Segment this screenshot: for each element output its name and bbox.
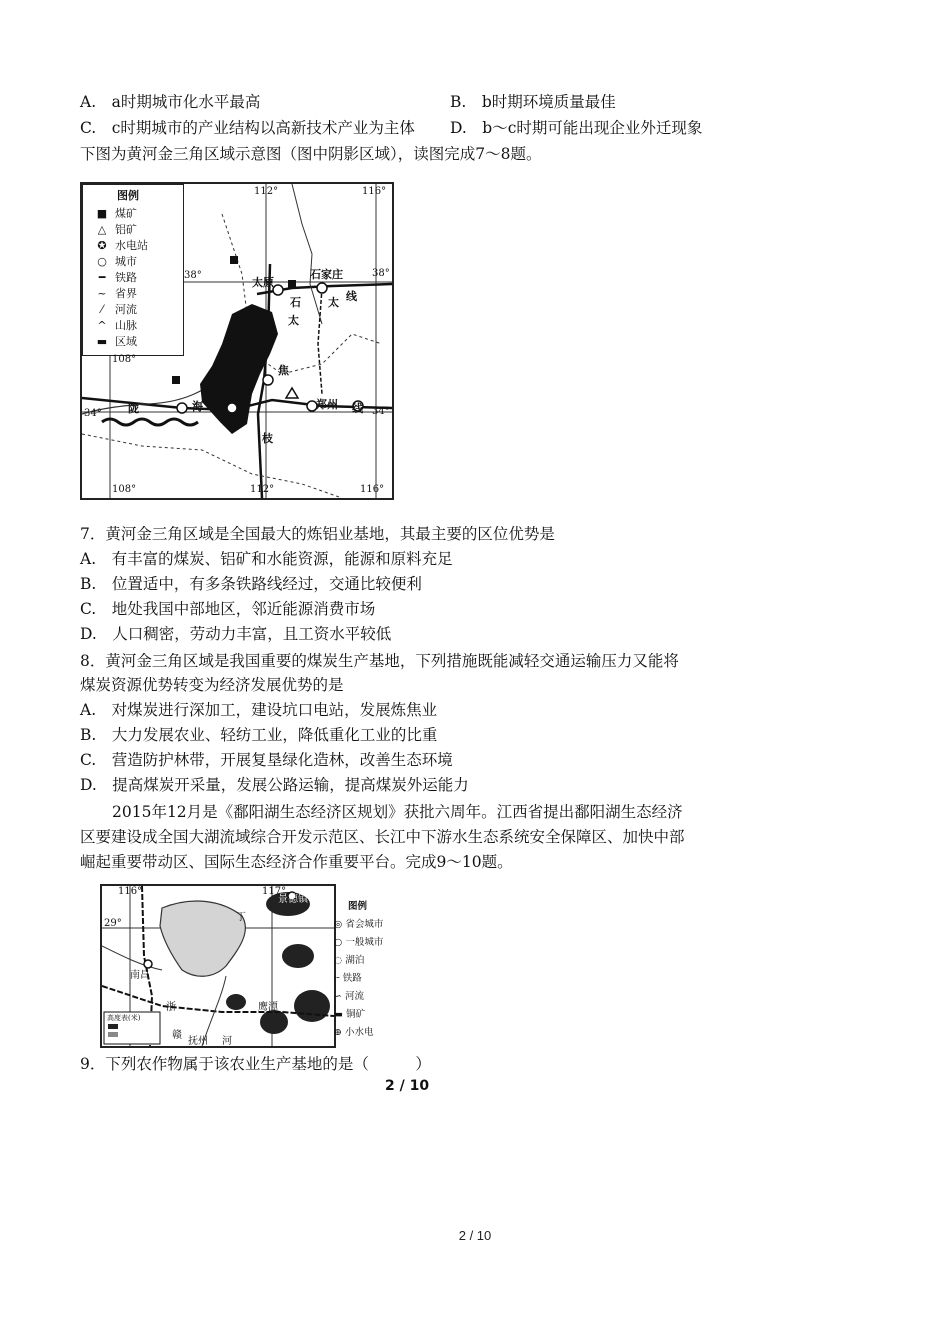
map2-label-he: 河 [222, 1036, 232, 1047]
map2-lon-117: 117° [262, 886, 287, 897]
mountain-icon: ^ [97, 318, 107, 332]
legend-river: ⁄ 河流 [89, 301, 137, 317]
map2-label-fuzhou: 抚州 [188, 1036, 208, 1047]
label-tai1: 太 [328, 296, 339, 309]
coal-icon: ■ [96, 206, 108, 220]
page-footer: 2 / 10 [458, 1228, 492, 1243]
map2-city-nanchang: 南昌 [130, 970, 150, 981]
lon-112-bottom: 112° [250, 484, 275, 495]
label-xian: 线 [346, 290, 357, 303]
lat-34-right: 34° [372, 406, 390, 417]
q8-option-a: A. 对煤炭进行深加工，建设坑口电站，发展炼焦业 [80, 701, 438, 719]
map2-legend-lake: ◌ 湖泊 [334, 955, 365, 966]
map2-legend-title: 图例 [348, 901, 368, 912]
city-zhengzhou: 郑州 [316, 398, 338, 411]
legend-region: ▬ 区域 [89, 333, 137, 349]
map2-label-zhe: 浙 [166, 1002, 176, 1013]
passage-9-line2: 区要建设成全国大湖流域综合开发示范区、长江中下游水生态系统安全保障区、加快中部 [80, 828, 685, 846]
map2-lon-116: 116° [118, 886, 143, 897]
lon-116-bottom: 116° [360, 484, 385, 495]
copper-icon: ▬ [334, 1009, 346, 1020]
river-icon: ∽ [334, 991, 345, 1002]
legend-aluminum: △ 铝矿 [89, 221, 137, 237]
legend-railway: ━ 铁路 [89, 269, 137, 285]
lon-112-top: 112° [254, 186, 279, 197]
city-shijiazhuang: 石家庄 [310, 268, 343, 281]
map2-legend-city: ○ 一般城市 [334, 937, 384, 948]
question-7: 7．黄河金三角区域是全国最大的炼铝业基地，其最主要的区位优势是 [80, 525, 555, 543]
q8-option-d: D. 提高煤炭开采量，发展公路运输，提高煤炭外运能力 [80, 776, 469, 794]
boundary-icon: ~ [97, 286, 107, 300]
railway-icon: ━ [98, 270, 106, 284]
map2-legend-river: ∽ 河流 [334, 991, 364, 1002]
q7-option-b: B. 位置适中，有多条铁路线经过，交通比较便利 [80, 575, 422, 593]
map1-legend [82, 184, 184, 356]
label-zhi: 枝 [262, 432, 273, 445]
option-c-prev: C. c时期城市的产业结构以高新技术产业为主体 D. b～c时期可能出现企业外迁现象 [80, 119, 703, 137]
passage-9-line1: 2015年12月是《鄱阳湖生态经济区规划》获批六周年。江西省提出鄱阳湖生态经济 [112, 803, 683, 821]
map2-city-jingdezhen: 景德镇 [278, 894, 308, 905]
legend-coal: ■ 煤矿 [89, 205, 137, 221]
lon-108-mid: 108° [112, 354, 137, 365]
capital-city-icon: ◎ [334, 919, 346, 930]
label-hai: 海 [192, 400, 203, 413]
city-taiyuan: 太原 [252, 276, 274, 289]
railway-icon: ╌ [334, 973, 343, 984]
label-long: 陇 [128, 402, 139, 415]
poyang-lake-map [100, 884, 336, 1048]
city-icon: ○ [97, 254, 107, 268]
label-shi: 石 [290, 296, 301, 309]
option-b-prev: B. b时期环境质量最佳 [450, 93, 616, 111]
region-icon: ▬ [96, 334, 108, 348]
q7-option-c: C. 地处我国中部地区，邻近能源消费市场 [80, 600, 376, 618]
question-9: 9．下列农作物属于该农业生产基地的是（ ） [80, 1055, 431, 1073]
intro-7-8: 下图为黄河金三角区域示意图（图中阴影区域），读图完成7～8题。 [80, 145, 542, 163]
lat-34-left: 34° [84, 408, 102, 419]
label-jiao: 焦 [278, 364, 289, 377]
map2-legend-railway: ╌ 铁路 [334, 973, 362, 984]
aluminum-icon: △ [97, 222, 107, 236]
hydro-icon: ✪ [97, 238, 107, 252]
map2-label-gan: 赣 [172, 1030, 182, 1041]
map2-legend-capital: ◎ 省会城市 [334, 919, 384, 930]
question-8-line1: 8．黄河金三角区域是我国重要的煤炭生产基地，下列措施既能减轻交通运输压力又能将 [80, 652, 679, 670]
legend-hydro: ✪ 水电站 [89, 237, 148, 253]
river-icon: ⁄ [101, 302, 103, 316]
q7-option-a: A. 有丰富的煤炭、铝矿和水能资源，能源和原料充足 [80, 550, 453, 568]
legend-boundary: ~ 省界 [89, 285, 137, 301]
hydro-icon: ⊕ [334, 1027, 345, 1038]
label-xian2: 线 [352, 402, 363, 415]
legend-city: ○ 城市 [89, 253, 137, 269]
map2-label-yingtan: 鹰潭 [258, 1002, 278, 1013]
map2-label-ding: 丁 [236, 912, 246, 923]
question-8-line2: 煤炭资源优势转变为经济发展优势的是 [80, 676, 344, 694]
lon-116-top: 116° [362, 186, 387, 197]
q8-option-b: B. 大力发展农业、轻纺工业，降低重化工业的比重 [80, 726, 438, 744]
map2-legend [334, 890, 424, 1040]
lake-icon: ◌ [334, 955, 346, 966]
lat-38-right: 38° [372, 268, 390, 279]
lat-38-left: 38° [184, 270, 202, 281]
option-d-prev: D. b～c时期可能出现企业外迁现象 [450, 119, 703, 137]
scanned-page-number: 2 / 10 [385, 1078, 430, 1094]
map2-legend-copper: ▬ 铜矿 [334, 1009, 366, 1020]
map1-legend-title: 图例 [117, 189, 139, 202]
lon-108-bottom: 108° [112, 484, 137, 495]
q8-option-c: C. 营造防护林带，开展复垦绿化造林，改善生态环境 [80, 751, 453, 769]
legend-mountain: ^ 山脉 [89, 317, 137, 333]
label-tai2: 太 [288, 314, 299, 327]
map2-inset-title: 高度表(米) [107, 1014, 141, 1022]
q7-option-d: D. 人口稠密，劳动力丰富，且工资水平较低 [80, 625, 392, 643]
golden-triangle-map [80, 182, 394, 500]
map2-legend-hydro: ⊕ 小水电 [334, 1027, 374, 1038]
passage-9-line3: 崛起重要带动区、国际生态经济合作重要平台。完成9～10题。 [80, 853, 513, 871]
option-a-prev: A. a时期城市化水平最高 B. b时期环境质量最佳 [80, 93, 616, 111]
map2-lat-29: 29° [104, 918, 122, 929]
city-icon: ○ [334, 937, 346, 948]
